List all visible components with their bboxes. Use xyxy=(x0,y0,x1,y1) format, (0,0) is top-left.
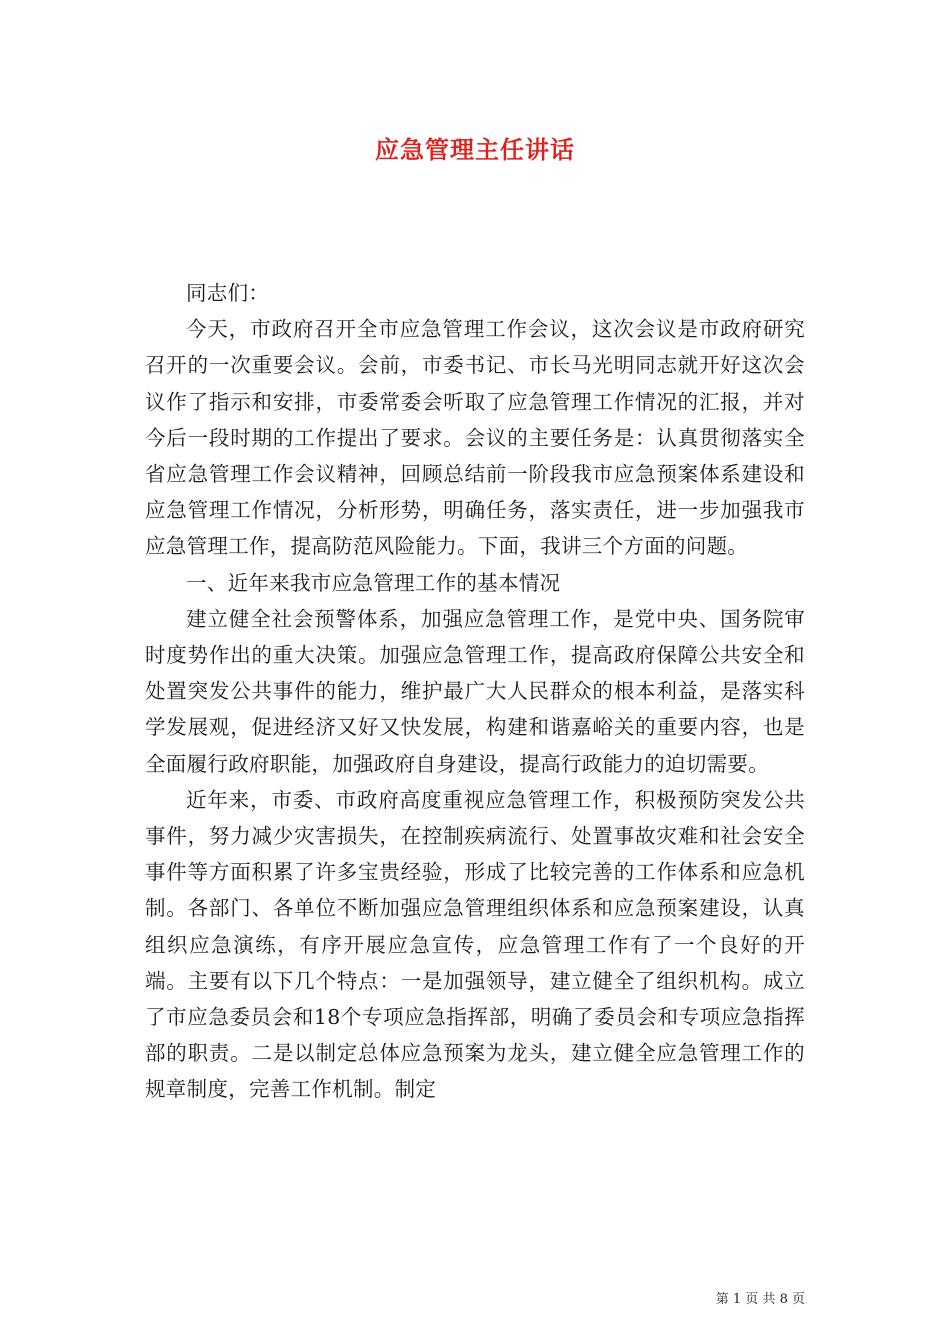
body-paragraph: 近年来，市委、市政府高度重视应急管理工作，积极预防突发公共事件，努力减少灾害损失，在控制疾病流行、处置事故灾难和社会安全事件等方面积累了许多宝贵经验，形成了比较完善的工作体系和应急机制。各部门、各单位不断加强应急管理组织体系和应急预案建设，认真组织应急演练，有序开展应急宣传，应急管理工作有了一个良好的开端。主要有以下几个特点：一是加强领导，建立健全了组织机构。成立了市应急委员会和18个专项应急指挥部，明确了委员会和专项应急指挥部的职责。二是以制定总体应急预案为龙头，建立健全应急管理工作的规章制度，完善工作机制。制定 xyxy=(145,787,805,1102)
section-heading: 一、近年来我市应急管理工作的基本情况 xyxy=(186,570,561,595)
document-body xyxy=(145,275,805,1108)
footer-current-page: 1 xyxy=(732,1292,742,1307)
footer-prefix: 第 xyxy=(715,1292,729,1307)
footer-suffix: 页 xyxy=(791,1292,805,1307)
footer-total-pages: 8 xyxy=(779,1292,788,1307)
document-title: 应急管理主任讲话 xyxy=(375,135,575,164)
intro-paragraph: 今天，市政府召开全市应急管理工作会议，这次会议是市政府研究召开的一次重要会议。会前，市委书记、市长马光明同志就开好这次会议作了指示和安排，市委常委会听取了应急管理工作情况的汇报，并对今后一段时期的工作提出了要求。会议的主要任务是：认真贯彻落实全省应急管理工作会议精神，回顾总结前一阶段我市应急预案体系建设和应急管理工作情况，分析形势，明确任务，落实责任，进一步加强我市应急管理工作，提高防范风险能力。下面，我讲三个方面的问题。 xyxy=(145,317,805,559)
footer-middle: 页 共 xyxy=(745,1292,776,1307)
page-number-footer xyxy=(716,1288,805,1307)
body-paragraph: 建立健全社会预警体系，加强应急管理工作，是党中央、国务院审时度势作出的重大决策。加强应急管理工作，提高政府保障公共安全和处置突发公共事件的能力，维护最广大人民群众的根本利益，是落实科学发展观，促进经济又好又快发展，构建和谐嘉峪关的重要内容，也是全面履行政府职能，加强政府自身建设，提高行政能力的迫切需要。 xyxy=(145,606,805,776)
salutation-paragraph: 同志们： xyxy=(186,281,270,305)
